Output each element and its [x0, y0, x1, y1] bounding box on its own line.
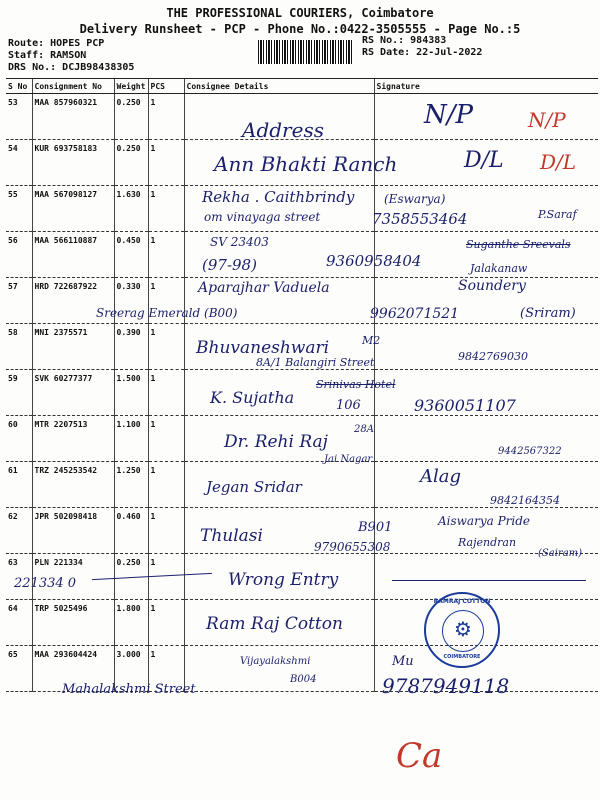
col-signature: Signature — [374, 79, 598, 94]
staff-label: Staff: RAMSON — [8, 50, 87, 61]
handwriting-note: 8A/1 Balangiri Street — [256, 356, 375, 369]
handwriting-note: Vijayalakshmi — [240, 656, 311, 667]
table-header — [6, 79, 598, 94]
row-pcs: 1 — [148, 554, 184, 600]
row-weight: 1.800 — [114, 600, 148, 646]
company-stamp — [424, 592, 500, 668]
row-consignment-no: SVK 60277377 — [32, 370, 114, 416]
row-pcs: 1 — [148, 278, 184, 324]
row-weight: 1.250 — [114, 462, 148, 508]
row-weight: 0.330 — [114, 278, 148, 324]
handwriting-note: M2 — [362, 334, 381, 347]
drs-number: DRS No.: DCJB98438305 — [8, 62, 135, 73]
row-signature — [374, 554, 598, 600]
handwriting-note: 9790655308 — [314, 540, 391, 554]
row-pcs: 1 — [148, 140, 184, 186]
row-weight: 0.250 — [114, 554, 148, 600]
handwriting-note: Suganthe Sreevals — [466, 238, 571, 251]
row-sno: 65 — [6, 646, 32, 692]
stamp-text-bottom: COIMBATORE — [443, 654, 481, 660]
stamp-text-top: RAMRAJ COTTON — [433, 598, 491, 605]
row-consignment-no: KUR 693758183 — [32, 140, 114, 186]
handwriting-note: (Sriram) — [520, 306, 576, 321]
row-pcs: 1 — [148, 462, 184, 508]
handwriting-note: 9360958404 — [326, 252, 422, 270]
handwriting-note: Ram Raj Cotton — [206, 614, 343, 634]
stamp-emblem-icon — [442, 610, 484, 652]
handwriting-note: Rajendran — [458, 536, 517, 549]
rs-number: RS No.: 984383 — [362, 35, 447, 46]
row-weight: 1.500 — [114, 370, 148, 416]
row-consignment-no: HRD 722687922 — [32, 278, 114, 324]
handwriting-note: (Eswarya) — [384, 192, 446, 206]
row-sno: 61 — [6, 462, 32, 508]
row-consignment-no: MAA 857960321 — [32, 94, 114, 140]
company-title: THE PROFESSIONAL COURIERS, Coimbatore — [166, 6, 434, 20]
handwriting-note: Ca — [396, 736, 443, 776]
handwriting-note: 9442567322 — [498, 446, 562, 457]
route-label: Route: HOPES PCP — [8, 38, 105, 49]
row-signature — [374, 416, 598, 462]
row-weight: 0.450 — [114, 232, 148, 278]
handwriting-note: Ann Bhakti Ranch — [214, 152, 398, 176]
row-consignment-no: TRZ 245253542 — [32, 462, 114, 508]
row-pcs: 1 — [148, 232, 184, 278]
handwriting-note: D/L — [540, 150, 577, 174]
row-pcs: 1 — [148, 94, 184, 140]
handwriting-note: K. Sujatha — [210, 388, 295, 407]
handwriting-note: Mu — [392, 654, 414, 669]
row-weight: 0.250 — [114, 94, 148, 140]
handwriting-note: B004 — [290, 674, 317, 685]
row-weight: 1.630 — [114, 186, 148, 232]
row-weight: 0.250 — [114, 140, 148, 186]
row-consignment-no: MAA 566110887 — [32, 232, 114, 278]
handwriting-note: N/P — [528, 108, 566, 132]
handwriting-note: (97-98) — [202, 256, 257, 274]
handwriting-note: N/P — [424, 100, 474, 130]
handwriting-note: 221334 0 — [14, 576, 77, 591]
handwriting-note: P.Saraf — [538, 208, 577, 221]
row-sno: 53 — [6, 94, 32, 140]
handwriting-note: 7358553464 — [372, 210, 468, 228]
row-consignment-no: PLN 221334 — [32, 554, 114, 600]
handwriting-note: Dr. Rehi Raj — [224, 432, 328, 452]
handwriting-note: 106 — [336, 398, 361, 413]
strike-line — [392, 580, 586, 581]
handwriting-note: Aiswarya Pride — [438, 514, 531, 528]
row-consignment-no: MAA 293604424 — [32, 646, 114, 692]
col-consignee: Consignee Details — [184, 79, 374, 94]
row-pcs: 1 — [148, 600, 184, 646]
handwriting-note: Srinivas Hotel — [316, 378, 396, 391]
col-weight: Weight — [114, 79, 148, 94]
handwriting-note: Bhuvaneshwari — [196, 338, 330, 358]
row-sno: 59 — [6, 370, 32, 416]
handwriting-note: Alag — [420, 466, 462, 487]
row-consignment-no: MTR 2207513 — [32, 416, 114, 462]
row-sno: 60 — [6, 416, 32, 462]
row-sno: 63 — [6, 554, 32, 600]
row-weight: 0.460 — [114, 508, 148, 554]
col-sno: S No — [6, 79, 32, 94]
handwriting-note: Soundery — [458, 278, 526, 294]
row-consignee — [184, 646, 374, 692]
row-weight: 0.390 — [114, 324, 148, 370]
row-sno: 54 — [6, 140, 32, 186]
handwriting-note: SV 23403 — [210, 235, 269, 249]
row-consignment-no: JPR 502098418 — [32, 508, 114, 554]
row-sno: 62 — [6, 508, 32, 554]
row-sno: 57 — [6, 278, 32, 324]
handwriting-note: Rekha . Caithbrindy — [202, 188, 355, 206]
row-sno: 56 — [6, 232, 32, 278]
handwriting-note: Jegan Sridar — [206, 478, 302, 496]
row-weight: 1.100 — [114, 416, 148, 462]
handwriting-note: Thulasi — [200, 526, 263, 546]
row-weight: 3.000 — [114, 646, 148, 692]
handwriting-note: Mahalakshmi Street — [62, 682, 196, 697]
row-pcs: 1 — [148, 186, 184, 232]
handwriting-note: 9360051107 — [414, 396, 516, 415]
col-consignment: Consignment No — [32, 79, 114, 94]
row-pcs: 1 — [148, 646, 184, 692]
handwriting-note: Sreerag Emerald (B00) — [96, 306, 238, 320]
handwriting-note: Wrong Entry — [228, 570, 339, 590]
handwriting-note: 9787949118 — [382, 674, 510, 698]
row-sno: 58 — [6, 324, 32, 370]
col-pcs: PCS — [148, 79, 184, 94]
row-signature — [374, 462, 598, 508]
row-consignment-no: MAA 567098127 — [32, 186, 114, 232]
row-pcs: 1 — [148, 324, 184, 370]
handwriting-note: Jai Nagar — [324, 454, 373, 465]
barcode-image — [258, 40, 354, 64]
row-pcs: 1 — [148, 508, 184, 554]
handwriting-note: om vinayaga street — [204, 210, 321, 224]
row-pcs: 1 — [148, 416, 184, 462]
rs-date: RS Date: 22-Jul-2022 — [362, 47, 483, 58]
handwriting-note: Jalakanaw — [470, 262, 528, 275]
handwriting-note: 9842164354 — [490, 494, 560, 507]
handwriting-note: B901 — [358, 520, 393, 535]
handwriting-note: 9962071521 — [370, 306, 460, 322]
runsheet-title: Delivery Runsheet - PCP - Phone No.:0422-3505555 - Page No.:5 — [79, 22, 521, 36]
row-sno: 64 — [6, 600, 32, 646]
handwriting-note: 9842769030 — [458, 350, 528, 363]
row-sno: 55 — [6, 186, 32, 232]
handwriting-note: (Sairam) — [538, 548, 583, 559]
handwriting-note: D/L — [464, 148, 504, 173]
row-consignment-no: MNI 2375571 — [32, 324, 114, 370]
handwriting-note: Address — [242, 118, 324, 142]
row-consignment-no: TRP 5025496 — [32, 600, 114, 646]
handwriting-note: 28A — [354, 424, 374, 435]
handwriting-note: Aparajhar Vaduela — [198, 280, 330, 296]
row-pcs: 1 — [148, 370, 184, 416]
